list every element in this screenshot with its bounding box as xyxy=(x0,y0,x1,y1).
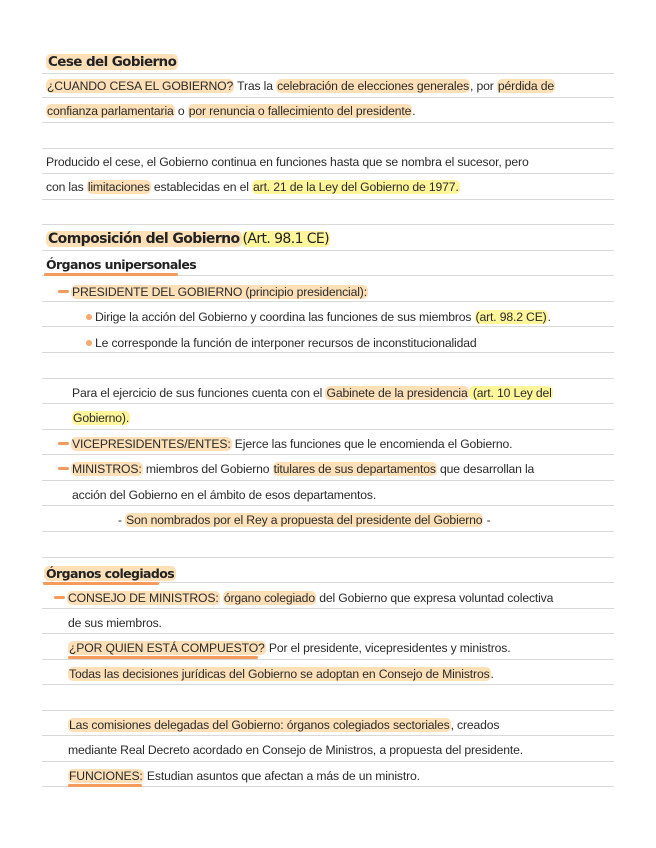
bullet-dot xyxy=(86,314,92,320)
dash-marker xyxy=(58,290,69,293)
section-title-composicion: Composición del Gobierno (Art. 98.1 CE) xyxy=(48,231,330,247)
bullet-dirige: Dirige la acción del Gobierno y coordina las funciones de sus miembros (art. 98.2 CE). xyxy=(86,309,551,325)
gabinete-line2: Gobierno). xyxy=(73,411,130,425)
presidente-line: PRESIDENTE DEL GOBIERNO (principio presidencial): xyxy=(58,284,368,300)
underline-compuesto xyxy=(68,656,258,659)
consejo-line1: CONSEJO DE MINISTROS: órgano colegiado del Gobierno que expresa voluntad colectiva xyxy=(54,590,553,606)
comisiones-line1: Las comisiones delegadas del Gobierno: órganos colegiados sectoriales, creados xyxy=(69,718,500,732)
funciones-line: FUNCIONES: Estudian asuntos que afectan a más de un ministro. xyxy=(69,769,420,783)
dash-marker xyxy=(58,467,69,470)
underline-colegiados xyxy=(43,582,159,585)
ministros-line1: MINISTROS: miembros del Gobierno titulares de sus departamentos que desarrollan la xyxy=(58,461,534,477)
compuesto-line: ¿POR QUIEN ESTÁ COMPUESTO? Por el presidente, vicepresidentes y ministros. xyxy=(69,641,511,655)
consejo-line2: de sus miembros. xyxy=(68,616,162,630)
underline-unipersonales xyxy=(44,273,178,276)
bullet-dot xyxy=(86,340,92,346)
heading-organos-colegiados: Órganos colegiados xyxy=(46,566,175,581)
gabinete-line1: Para el ejercicio de sus funciones cuenta con el Gabinete de la presidencia (art. 10 Ley del xyxy=(72,386,552,400)
section-title-cese: Cese del Gobierno xyxy=(48,54,177,70)
funciones-paragraph-line1: Producido el cese, el Gobierno continua en funciones hasta que se nombra el sucesor, pero xyxy=(46,155,529,169)
bullet-recursos: Le corresponde la función de interponer recursos de inconstitucionalidad xyxy=(86,335,476,351)
funciones-paragraph-line2: con las limitaciones establecidas en el art. 21 de la Ley del Gobierno de 1977. xyxy=(46,180,459,194)
dash-marker xyxy=(58,442,69,445)
decisiones-line: Todas las decisiones jurídicas del Gobierno se adoptan en Consejo de Ministros. xyxy=(69,667,494,681)
ministros-line2: acción del Gobierno en el ámbito de esos departamentos. xyxy=(72,488,377,502)
vicepresidentes-line: VICEPRESIDENTES/ENTES: Ejerce las funciones que le encomienda el Gobierno. xyxy=(58,436,512,452)
underline-funciones xyxy=(68,784,142,787)
nombrados-line: - Son nombrados por el Rey a propuesta del presidente del Gobierno - xyxy=(118,513,491,527)
comisiones-line2: mediante Real Decreto acordado en Consejo de Ministros, a propuesta del presidente. xyxy=(68,743,524,757)
heading-organos-unipersonales: Órganos unipersonales xyxy=(46,257,197,272)
cese-paragraph-line2: confianza parlamentaria o por renuncia o fallecimiento del presidente. xyxy=(47,104,416,118)
dash-marker xyxy=(54,596,65,599)
cese-paragraph-line1: ¿CUANDO CESA EL GOBIERNO? Tras la celebración de elecciones generales, por pérdida de xyxy=(47,79,555,93)
cese-question: ¿CUANDO CESA EL GOBIERNO? xyxy=(47,79,234,93)
